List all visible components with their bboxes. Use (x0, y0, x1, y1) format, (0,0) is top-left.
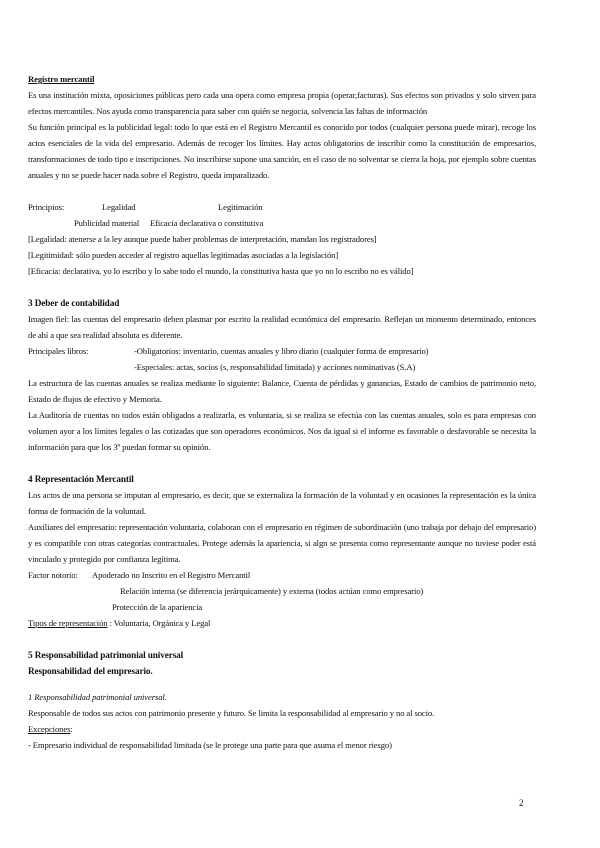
paragraph: Los actos de una persona se imputan al empresario, es decir, que se externaliza la formación de la voluntad y en ocasiones la representación es la única forma de formación de la voluntad. (28, 490, 536, 516)
section-title-contabilidad: 3 Deber de contabilidad (28, 298, 120, 308)
paragraph: Es una institución mixta, oposiciones públicas pero cada una opera como empresa propia (operar,facturas). Sus efectos son privados y solo sirven para efectos mercantiles. Nos ayuda como transparencia para saber con quién se negocia, solvencia las faltas de información (28, 90, 536, 116)
factor-line: Protección de la apariencia (112, 602, 203, 612)
principio: Publicidad material (74, 218, 140, 228)
tipos-value: : Voluntaria, Orgánica y Legal (107, 618, 211, 628)
section-title-registro: Registro mercantil (28, 74, 95, 84)
excepcion-item: - Empresario individual de responsabilidad limitada (se le protege una parte para que asuma el menor riesgo) (28, 740, 392, 750)
libro: -Obligatorios: inventario, cuentas anuales y libro diario (cualquier forma de empresario) (134, 346, 429, 356)
paragraph: La estructura de las cuentas anuales se realiza mediante lo siguiente: Balance, Cuenta de pérdidas y ganancias, Estado de cambios de patrimonio neto, Estado de flujos de efectivo y Memoria. (28, 378, 536, 404)
note: [Legitimidad: sólo pueden acceder al registro aquellas legitimadas asociadas a la legislación] (28, 250, 339, 260)
libro: -Especiales: actas, socios (s, responsabilidad limitada) y acciones nominativas (S.A) (134, 362, 416, 372)
libros-row-1 (28, 343, 536, 359)
subheading: 1 Responsabilidad patrimonial universal. (28, 692, 167, 702)
principio: Legalidad (102, 202, 136, 212)
principio: Eficacia declarativa o constitutiva (150, 218, 264, 228)
page-number: 2 (519, 798, 524, 808)
principios-label: Principios: (28, 202, 65, 212)
factor-label: Factor notorio: (28, 570, 78, 580)
section-title-responsabilidad: 5 Responsabilidad patrimonial universal (28, 650, 184, 660)
note: [Eficacia: declarativa, yo lo escribo y lo sabe todo el mundo, la constitutiva hasta que yo no lo escribo no es válido] (28, 266, 414, 276)
paragraph: Responsable de todos sus actos con patrimonio presente y futuro. Se limita la responsabilidad al empresario y no al socio. (28, 708, 435, 718)
paragraph: La Auditoría de cuentas no todos están obligados a realizarla, es voluntaria, si se realiza se efectúa con las cuentas anuales, solo es para empresas con volumen ayor a los límites legales o las cotizadas que son operadores económicos. Nos da igual si el informe es favorable o desfavorable se necesita la información para que los 3º puedan formar su opinión. (28, 410, 536, 452)
principios-row-2 (28, 215, 536, 231)
page-content (28, 71, 536, 753)
excepciones-colon: : (70, 724, 73, 734)
principio: Legitimación (218, 202, 263, 212)
principios-row-1 (28, 199, 536, 215)
factor-row-1 (28, 567, 536, 583)
section-subtitle: Responsabilidad del empresario. (28, 666, 153, 676)
libros-row-2 (28, 359, 536, 375)
tipos-label: Tipos de representación (28, 618, 108, 628)
paragraph: Auxiliares del empresario: representación voluntaria, colaboran con el empresario en régimen de subordinación (uno trabaja por debajo del empresario) y es compatible con otras categorías contractuales. Protege además la apariencia, si algn se presenta como representante aunque no tuviese poder está vinculado y protegido por confianza legítima. (28, 522, 536, 564)
paragraph: Imagen fiel: las cuentas del empresario deben plasmar por escrito la realidad económica del empresario. Reflejan un momento determinado, entonces de ahí a que sea realidad absoluta es diferente. (28, 314, 536, 340)
libros-label: Principales libros: (28, 346, 89, 356)
tipos-line (28, 615, 536, 631)
excepciones-line (28, 721, 536, 737)
factor-line: Relación interna (se diferencia jerárquicamente) y externa (todos actúan como empresario) (120, 586, 424, 596)
factor-line: Apoderado no Inscrito en el Registro Mercantil (92, 570, 251, 580)
section-title-representacion: 4 Representación Mercantil (28, 474, 134, 484)
excepciones-label: Excepciones (28, 724, 71, 734)
paragraph: Su función principal es la publicidad legal: todo lo que está en el Registro Mercantil es conocido por todos (cualquier persona puede mirar), recoge los actos esenciales de la vida del empresario. Además de recoger los límites. Hay actos obligatorios de inscribir como la constitución de empresarios, transformaciones de todo tipo e inscripciones. No inscribirse supone una sanción, en el caso de no solventar se cierra la hoja, por ejemplo sobre cuentas anuales y no se puede hacer nada sobre el Registro, queda imparalizado. (28, 122, 536, 180)
note: [Legalidad: atenerse a la ley aunque puede haber problemas de interpretación, mandan los registradores] (28, 234, 377, 244)
